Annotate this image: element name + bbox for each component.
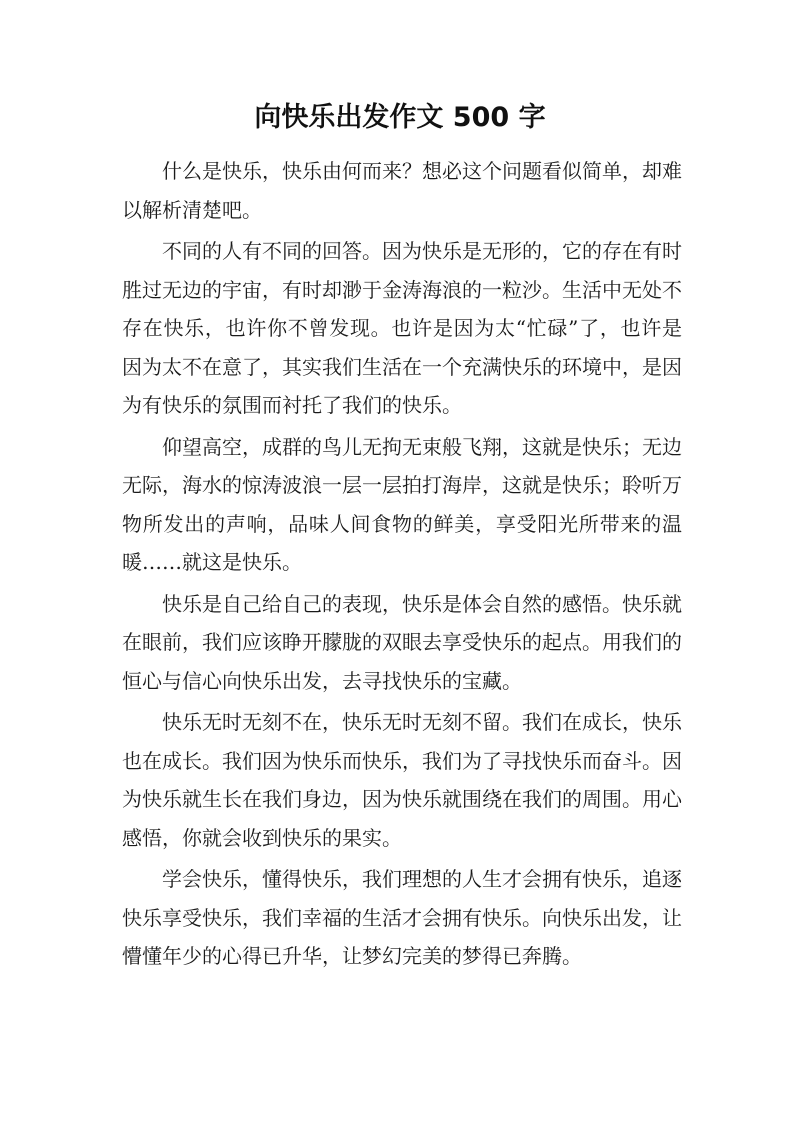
document-title: 向快乐出发作文 500 字 [254,102,546,133]
paragraph-1: 什么是快乐，快乐由何而来？想必这个问题看似简单，却难以解析清楚吧。 [122,159,682,222]
document-body [122,152,682,979]
paragraph-2: 不同的人有不同的回答。因为快乐是无形的，它的存在有时胜过无边的宇宙，有时却渺于金涛海浪的一粒沙。生活中无处不存在快乐，也许你不曾发现。也许是因为太“忙碌”了，也许是因为太不在意了，其实我们生活在一个充满快乐的环境中，是因为有快乐的氛围而衬托了我们的快乐。 [122,239,682,417]
paragraph-3: 仰望高空，成群的鸟儿无拘无束般飞翔，这就是快乐；无边无际，海水的惊涛波浪一层一层拍打海岸，这就是快乐；聆听万物所发出的声响，品味人间食物的鲜美，享受阳光所带来的温暖……就这是快乐。 [122,434,682,574]
paragraph-5: 快乐无时无刻不在，快乐无时无刻不留。我们在成长，快乐也在成长。我们因为快乐而快乐，我们为了寻找快乐而奋斗。因为快乐就生长在我们身边，因为快乐就围绕在我们的周围。用心感悟，你就会收到快乐的果实。 [122,710,682,850]
paragraph-4: 快乐是自己给自己的表现，快乐是体会自然的感悟。快乐就在眼前，我们应该睁开朦胧的双眼去享受快乐的起点。用我们的恒心与信心向快乐出发，去寻找快乐的宝藏。 [122,591,682,693]
paragraph-6: 学会快乐，懂得快乐，我们理想的人生才会拥有快乐，追逐快乐享受快乐，我们幸福的生活才会拥有快乐。向快乐出发，让懵懂年少的心得已升华，让梦幻完美的梦得已奔腾。 [122,867,682,968]
